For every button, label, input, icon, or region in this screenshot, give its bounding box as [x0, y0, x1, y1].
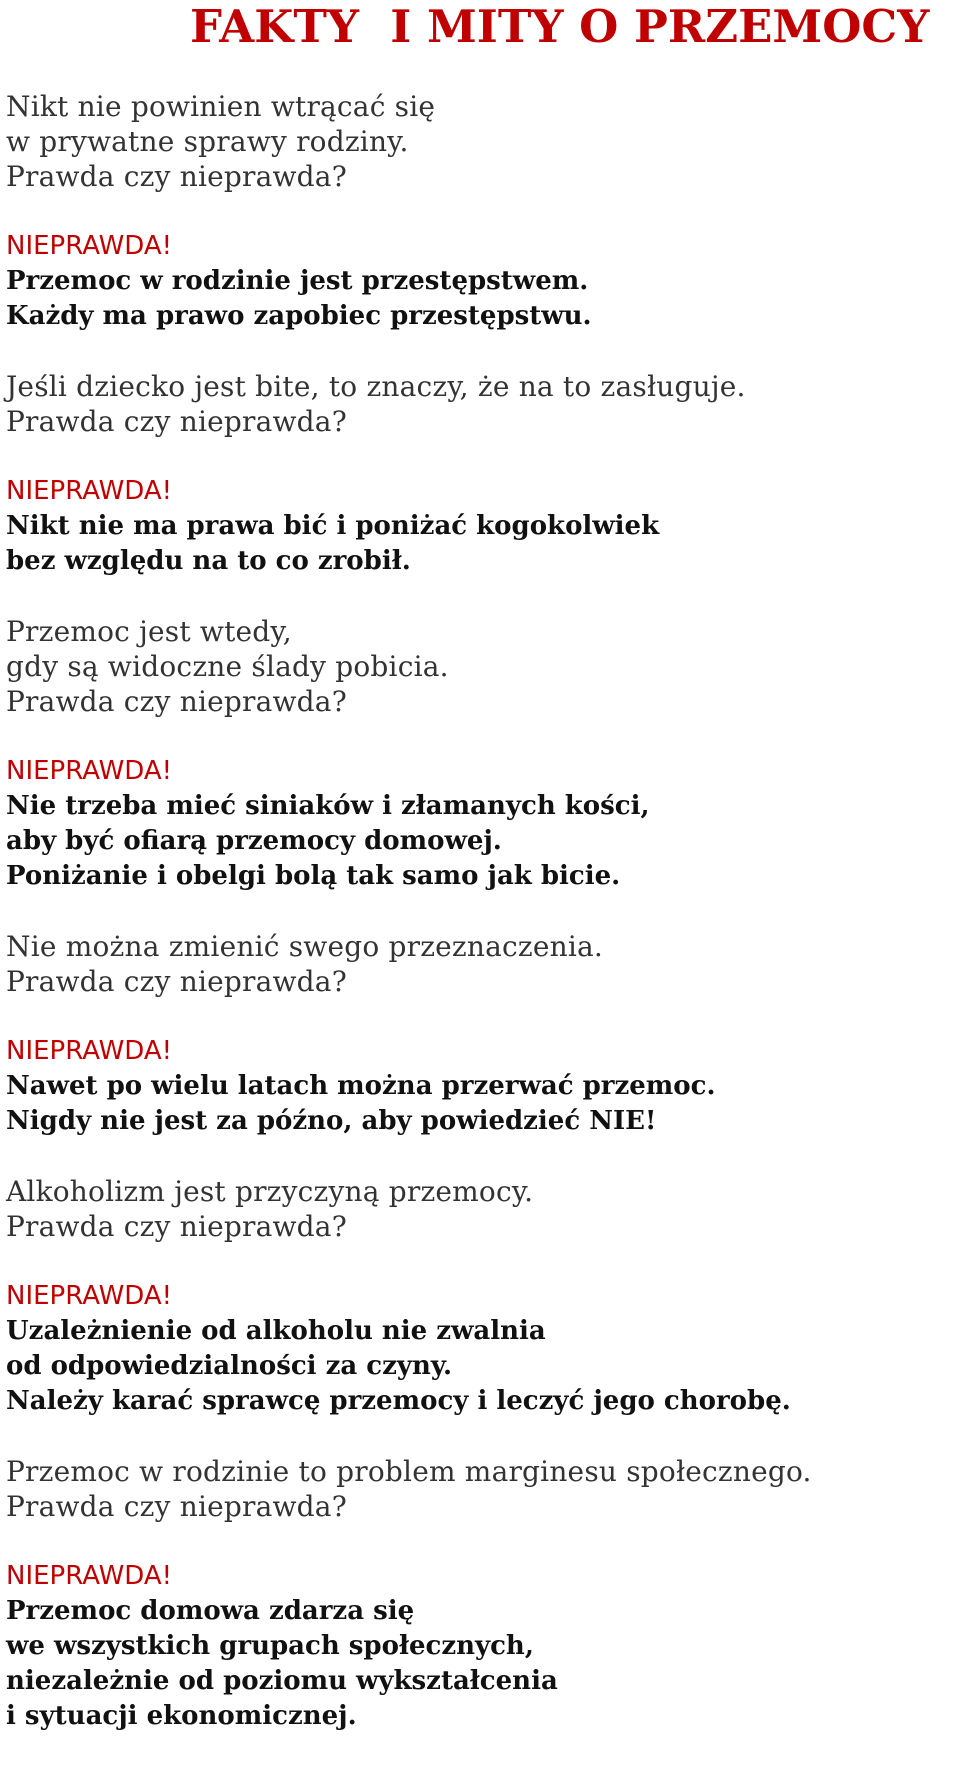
fact-line: Poniżanie i obelgi bolą tak samo jak bicie.	[6, 861, 621, 891]
myth-question-1	[6, 89, 946, 194]
verdict-label: NIEPRAWDA!	[6, 1561, 173, 1591]
fact-line: niezależnie od poziomu wykształcenia	[6, 1666, 558, 1696]
question-line: Prawda czy nieprawda?	[6, 1490, 347, 1523]
verdict-label: NIEPRAWDA!	[6, 756, 173, 786]
verdict-label: NIEPRAWDA!	[6, 1036, 173, 1066]
fact-line: Każdy ma prawo zapobiec przestępstwu.	[6, 301, 592, 331]
verdict-label: NIEPRAWDA!	[6, 231, 173, 261]
verdict-label: NIEPRAWDA!	[6, 476, 173, 506]
myth-question-2	[6, 369, 946, 439]
fact-line: i sytuacji ekonomicznej.	[6, 1701, 357, 1731]
fact-line: Uzależnienie od alkoholu nie zwalnia	[6, 1316, 546, 1346]
question-line: Nie można zmienić swego przeznaczenia.	[6, 930, 603, 963]
fact-answer-4	[6, 1034, 946, 1139]
myth-question-3	[6, 614, 946, 719]
fact-line: Przemoc w rodzinie jest przestępstwem.	[6, 266, 589, 296]
fact-line: we wszystkich grupach społecznych,	[6, 1631, 534, 1661]
myth-question-5	[6, 1174, 946, 1244]
fact-line: Nikt nie ma prawa bić i poniżać kogokolwiek	[6, 511, 660, 541]
question-line: Przemoc jest wtedy,	[6, 615, 292, 648]
question-line: Alkoholizm jest przyczyną przemocy.	[6, 1175, 534, 1208]
fact-line: Nie trzeba mieć siniaków i złamanych kości,	[6, 791, 650, 821]
question-line: Prawda czy nieprawda?	[6, 1210, 347, 1243]
fact-line: Przemoc domowa zdarza się	[6, 1596, 415, 1626]
fact-line: bez względu na to co zrobił.	[6, 546, 411, 576]
page-title: FAKTY I MITY O PRZEMOCY	[190, 0, 930, 53]
myth-fact-list	[6, 89, 946, 1769]
fact-line: Nawet po wielu latach można przerwać przemoc.	[6, 1071, 716, 1101]
fact-answer-6	[6, 1559, 946, 1734]
question-line: Prawda czy nieprawda?	[6, 965, 347, 998]
question-line: gdy są widoczne ślady pobicia.	[6, 650, 449, 683]
question-line: Prawda czy nieprawda?	[6, 685, 347, 718]
fact-answer-1	[6, 229, 946, 334]
question-line: Prawda czy nieprawda?	[6, 160, 347, 193]
fact-line: aby być ofiarą przemocy domowej.	[6, 826, 502, 856]
question-line: Nikt nie powinien wtrącać się	[6, 90, 436, 123]
question-line: Prawda czy nieprawda?	[6, 405, 347, 438]
question-line: Jeśli dziecko jest bite, to znaczy, że na to zasługuje.	[6, 370, 746, 403]
fact-line: od odpowiedzialności za czyny.	[6, 1351, 453, 1381]
fact-answer-5	[6, 1279, 946, 1419]
verdict-label: NIEPRAWDA!	[6, 1281, 173, 1311]
myth-question-4	[6, 929, 946, 999]
fact-answer-2	[6, 474, 946, 579]
fact-answer-3	[6, 754, 946, 894]
question-line: w prywatne sprawy rodziny.	[6, 125, 409, 158]
fact-line: Nigdy nie jest za późno, aby powiedzieć NIE!	[6, 1106, 657, 1136]
fact-line: Należy karać sprawcę przemocy i leczyć jego chorobę.	[6, 1386, 791, 1416]
myth-question-6	[6, 1454, 946, 1524]
question-line: Przemoc w rodzinie to problem marginesu społecznego.	[6, 1455, 812, 1488]
